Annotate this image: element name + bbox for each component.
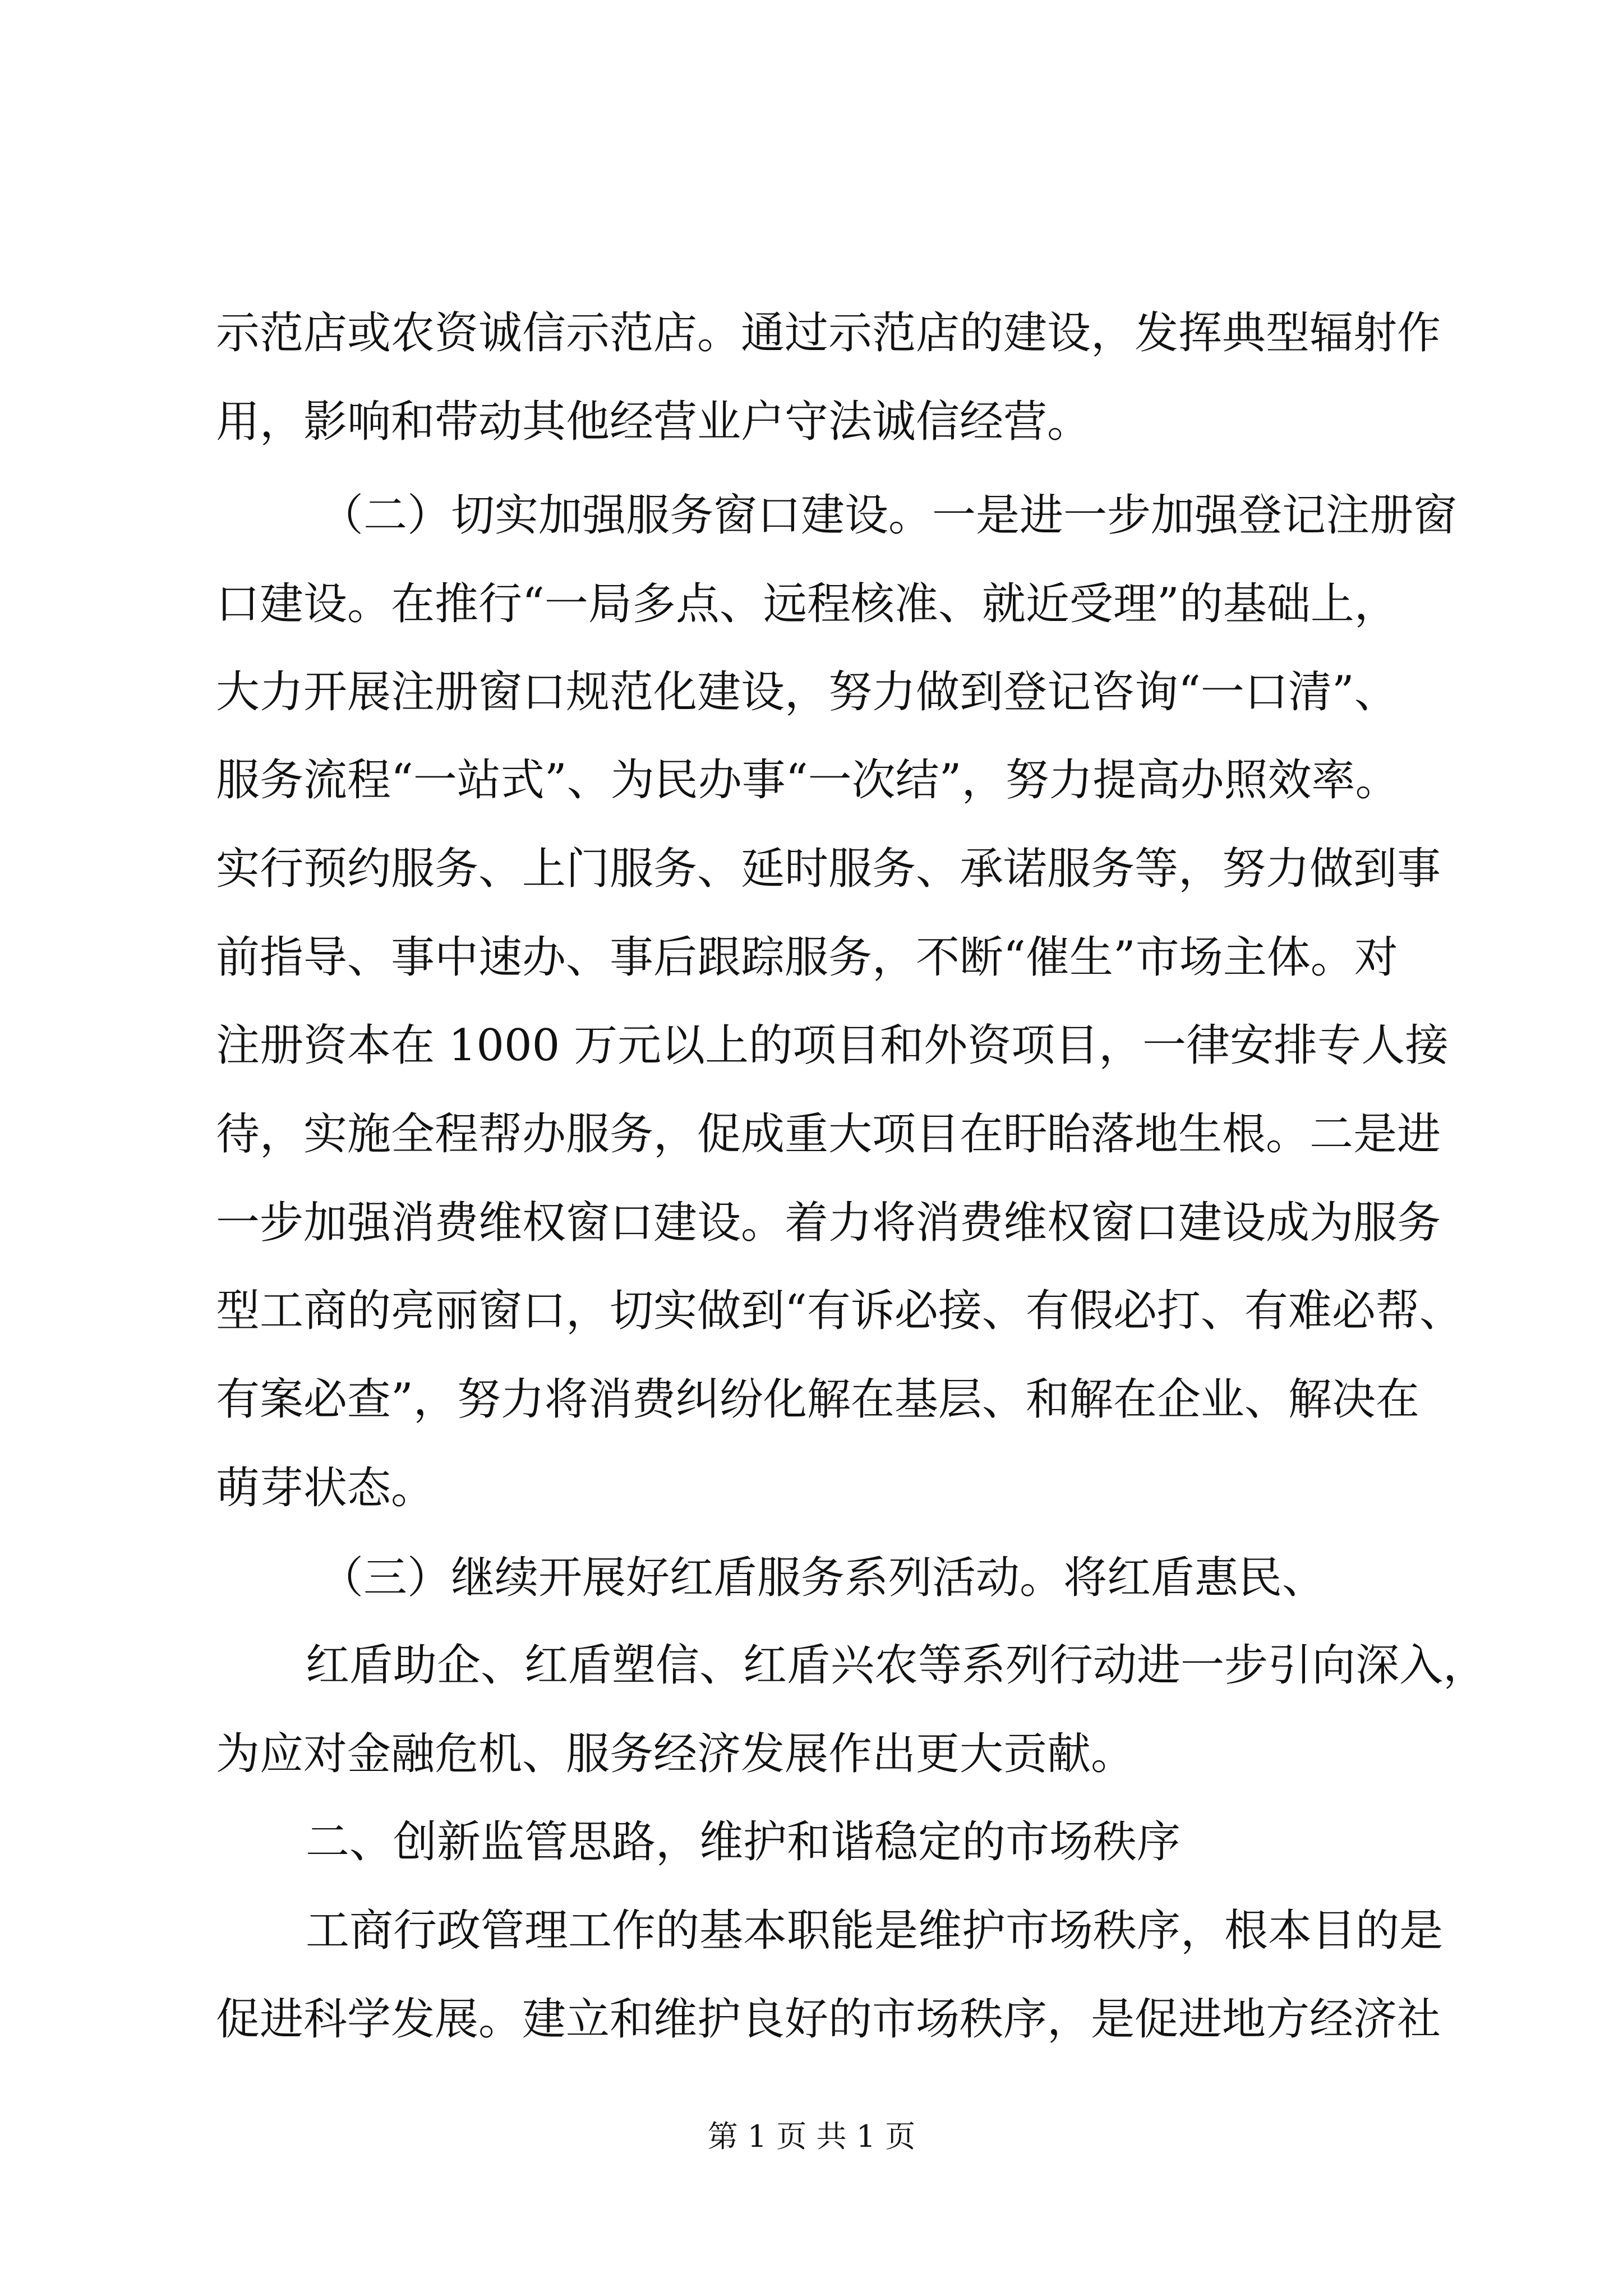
body-line-12: 型工商的亮丽窗口，切实做到“有诉必接、有假必打、有难必帮、 bbox=[216, 1286, 1463, 1336]
body-line-5: 大力开展注册窗口规范化建设，努力做到登记咨询“一口清”、 bbox=[216, 667, 1398, 717]
body-line-9: 注册资本在 1000 万元以上的项目和外资项目，一律安排专人接 bbox=[216, 1020, 1449, 1071]
body-line-20: 促进科学发展。建立和维护良好的市场秩序，是促进地方经济社 bbox=[216, 1994, 1441, 2045]
body-line-17: 为应对金融危机、服务经济发展作出更大贡献。 bbox=[216, 1729, 1135, 1779]
page-footer: 第 1 页 共 1 页 bbox=[707, 2119, 916, 2154]
body-line-13: 有案必查”，努力将消费纠纷化解在基层、和解在企业、解决在 bbox=[216, 1374, 1419, 1425]
body-line-6: 服务流程“一站式”、为民办事“一次结”，努力提高办照效率。 bbox=[216, 755, 1399, 806]
body-line-8: 前指导、事中速办、事后跟踪服务，不断“催生”市场主体。对 bbox=[216, 932, 1398, 983]
body-line-1: 示范店或农资诚信示范店。通过示范店的建设，发挥典型辐射作 bbox=[216, 308, 1441, 358]
section-heading-3: （三）继续开展好红盾服务系列活动。将红盾惠民、 bbox=[320, 1553, 1326, 1603]
body-line-11: 一步加强消费维权窗口建设。着力将消费维权窗口建设成为服务 bbox=[216, 1198, 1441, 1248]
body-line-16: 红盾助企、红盾塑信、红盾兴农等系列行动进一步引向深入， bbox=[306, 1640, 1487, 1691]
body-line-10: 待，实施全程帮办服务，促成重大项目在盱眙落地生根。二是进 bbox=[216, 1109, 1441, 1159]
body-line-4: 口建设。在推行“一局多点、远程核准、就近受理”的基础上， bbox=[216, 579, 1398, 629]
body-line-2: 用，影响和带动其他经营业户守法诚信经营。 bbox=[216, 397, 1091, 447]
body-line-19: 工商行政管理工作的基本职能是维护市场秩序，根本目的是 bbox=[306, 1906, 1444, 1956]
chapter-heading-2: 二、创新监管思路，维护和谐稳定的市场秩序 bbox=[306, 1817, 1181, 1867]
body-line-7: 实行预约服务、上门服务、延时服务、承诺服务等，努力做到事 bbox=[216, 844, 1441, 894]
body-line-14: 萌芽状态。 bbox=[216, 1463, 435, 1513]
section-heading-2: （二）切实加强服务窗口建设。一是进一步加强登记注册窗 bbox=[320, 490, 1458, 541]
